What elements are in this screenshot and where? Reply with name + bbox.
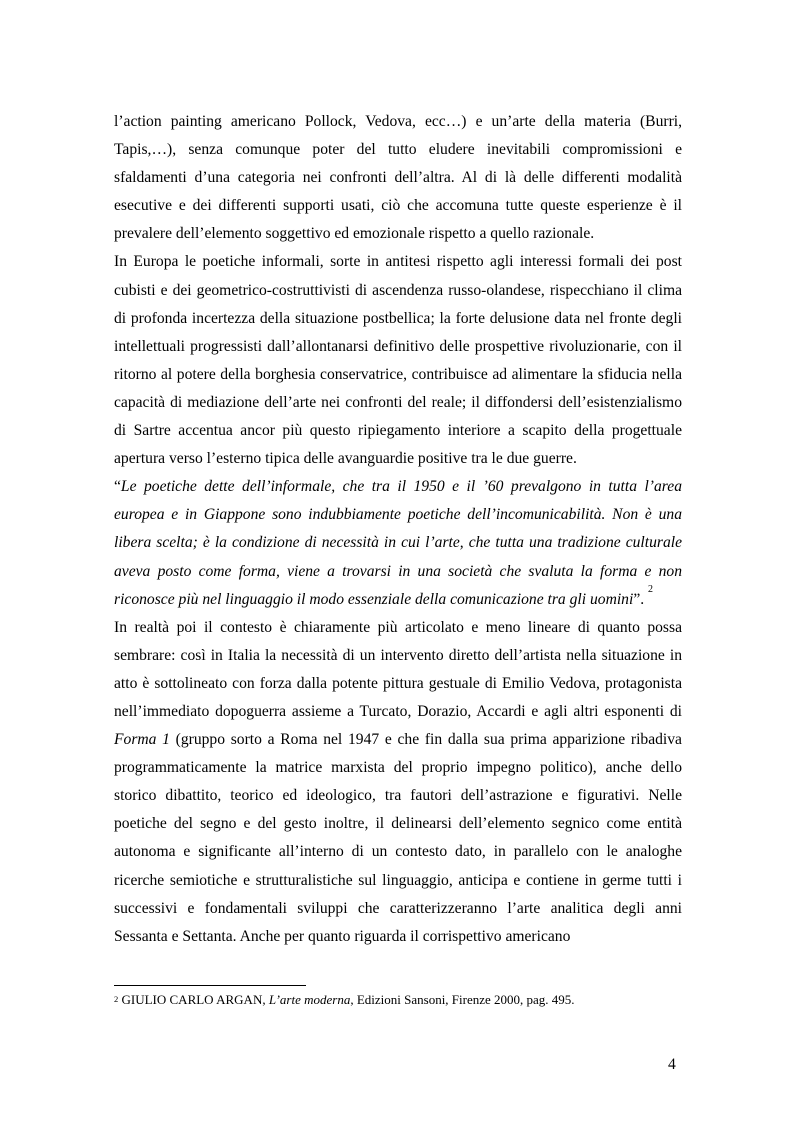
paragraph-4-italic-title: Forma 1 [114, 731, 170, 749]
footnote-number: 2 [114, 994, 119, 1004]
page-number: 4 [668, 1056, 676, 1073]
quote-paragraph [114, 473, 682, 613]
quote-text: Le poetiche dette dell’informale, che tra il 1950 e il ’60 prevalgono in tutta l’area europea e in Giappone sono indubbiamente poetiche dell’incomunicabilità. Non è una libera scelta; è la condizione di necessità in cui l’arte, che tutta una tradizione culturale aveva posto come forma, viene a trovarsi in una società che svaluta la forma e non riconosce più nel linguaggio il modo essenziale della comunicazione tra gli uomini [114, 478, 682, 608]
quote-close-mark: ”. [633, 590, 649, 608]
footnote-separator [114, 985, 306, 986]
footnote-title: L’arte moderna [268, 992, 351, 1007]
paragraph-1: l’action painting americano Pollock, Vedova, ecc…) e un’arte della materia (Burri, Tapis,…), senza comunque poter del tutto eludere inevitabili compromissioni e sfaldamenti d’una categoria nei confronti dell’altra. Al di là delle differenti modalità esecutive e dei differenti supporti usati, ciò che accomuna tutte queste esperienze è il prevalere dell’elemento soggettivo ed emozionale rispetto a quello razionale. [114, 113, 682, 243]
footnote [114, 991, 682, 1009]
main-text [114, 108, 682, 951]
quote-open-mark: “ [114, 478, 121, 496]
footnote-reference: 2 [648, 583, 654, 595]
footnote-author: GIULIO CARLO ARGAN, [118, 992, 269, 1007]
paragraph-2: In Europa le poetiche informali, sorte in antitesi rispetto agli interessi formali dei post cubisti e dei geometrico-costruttivisti di ascendenza russo-olandese, rispecchiano il clima di profonda incertezza della situazione postbellica; la forte delusione data nel fronte degli intellettuali progressisti dall’allontanarsi definitivo delle prospettive rivoluzionarie, con il ritorno al potere della borghesia conservatrice, contribuisce ad alimentare la sfiducia nella capacità di mediazione dell’arte nei confronti del reale; il diffondersi dell’esistenzialismo di Sartre accentua ancor più questo ripiegamento interiore a scapito della progettuale apertura verso l’esterno tipica delle avanguardie positive tra le due guerre. [114, 253, 682, 468]
footnote-details: , Edizioni Sansoni, Firenze 2000, pag. 495. [350, 992, 575, 1007]
paragraph-4 [114, 614, 682, 951]
paragraph-4-part-b: (gruppo sorto a Roma nel 1947 e che fin dalla sua prima apparizione ribadiva programmaticamente la matrice marxista del proprio impegno politico), anche dello storico dibattito, teorico ed ideologico, tra fautori dell’astrazione e figurativi. Nelle poetiche del segno e del gesto inoltre, il delinearsi dell’elemento segnico come entità autonoma e significante all’interno di un contesto dato, in parallelo con le analoghe ricerche semiotiche e strutturalistiche sul linguaggio, anticipa e contiene in germe tutti i successivi e fondamentali sviluppi che caratterizzeranno l’arte analitica degli anni Sessanta e Settanta. Anche per quanto riguarda il corrispettivo americano [114, 731, 682, 945]
paragraph-4-part-a: In realtà poi il contesto è chiaramente più articolato e meno lineare di quanto possa sembrare: così in Italia la necessità di un intervento diretto dell’artista nella situazione in atto è sottolineato con forza dalla potente pittura gestuale di Emilio Vedova, protagonista nell’immediato dopoguerra assieme a Turcato, Dorazio, Accardi e agli altri esponenti di [114, 618, 682, 720]
